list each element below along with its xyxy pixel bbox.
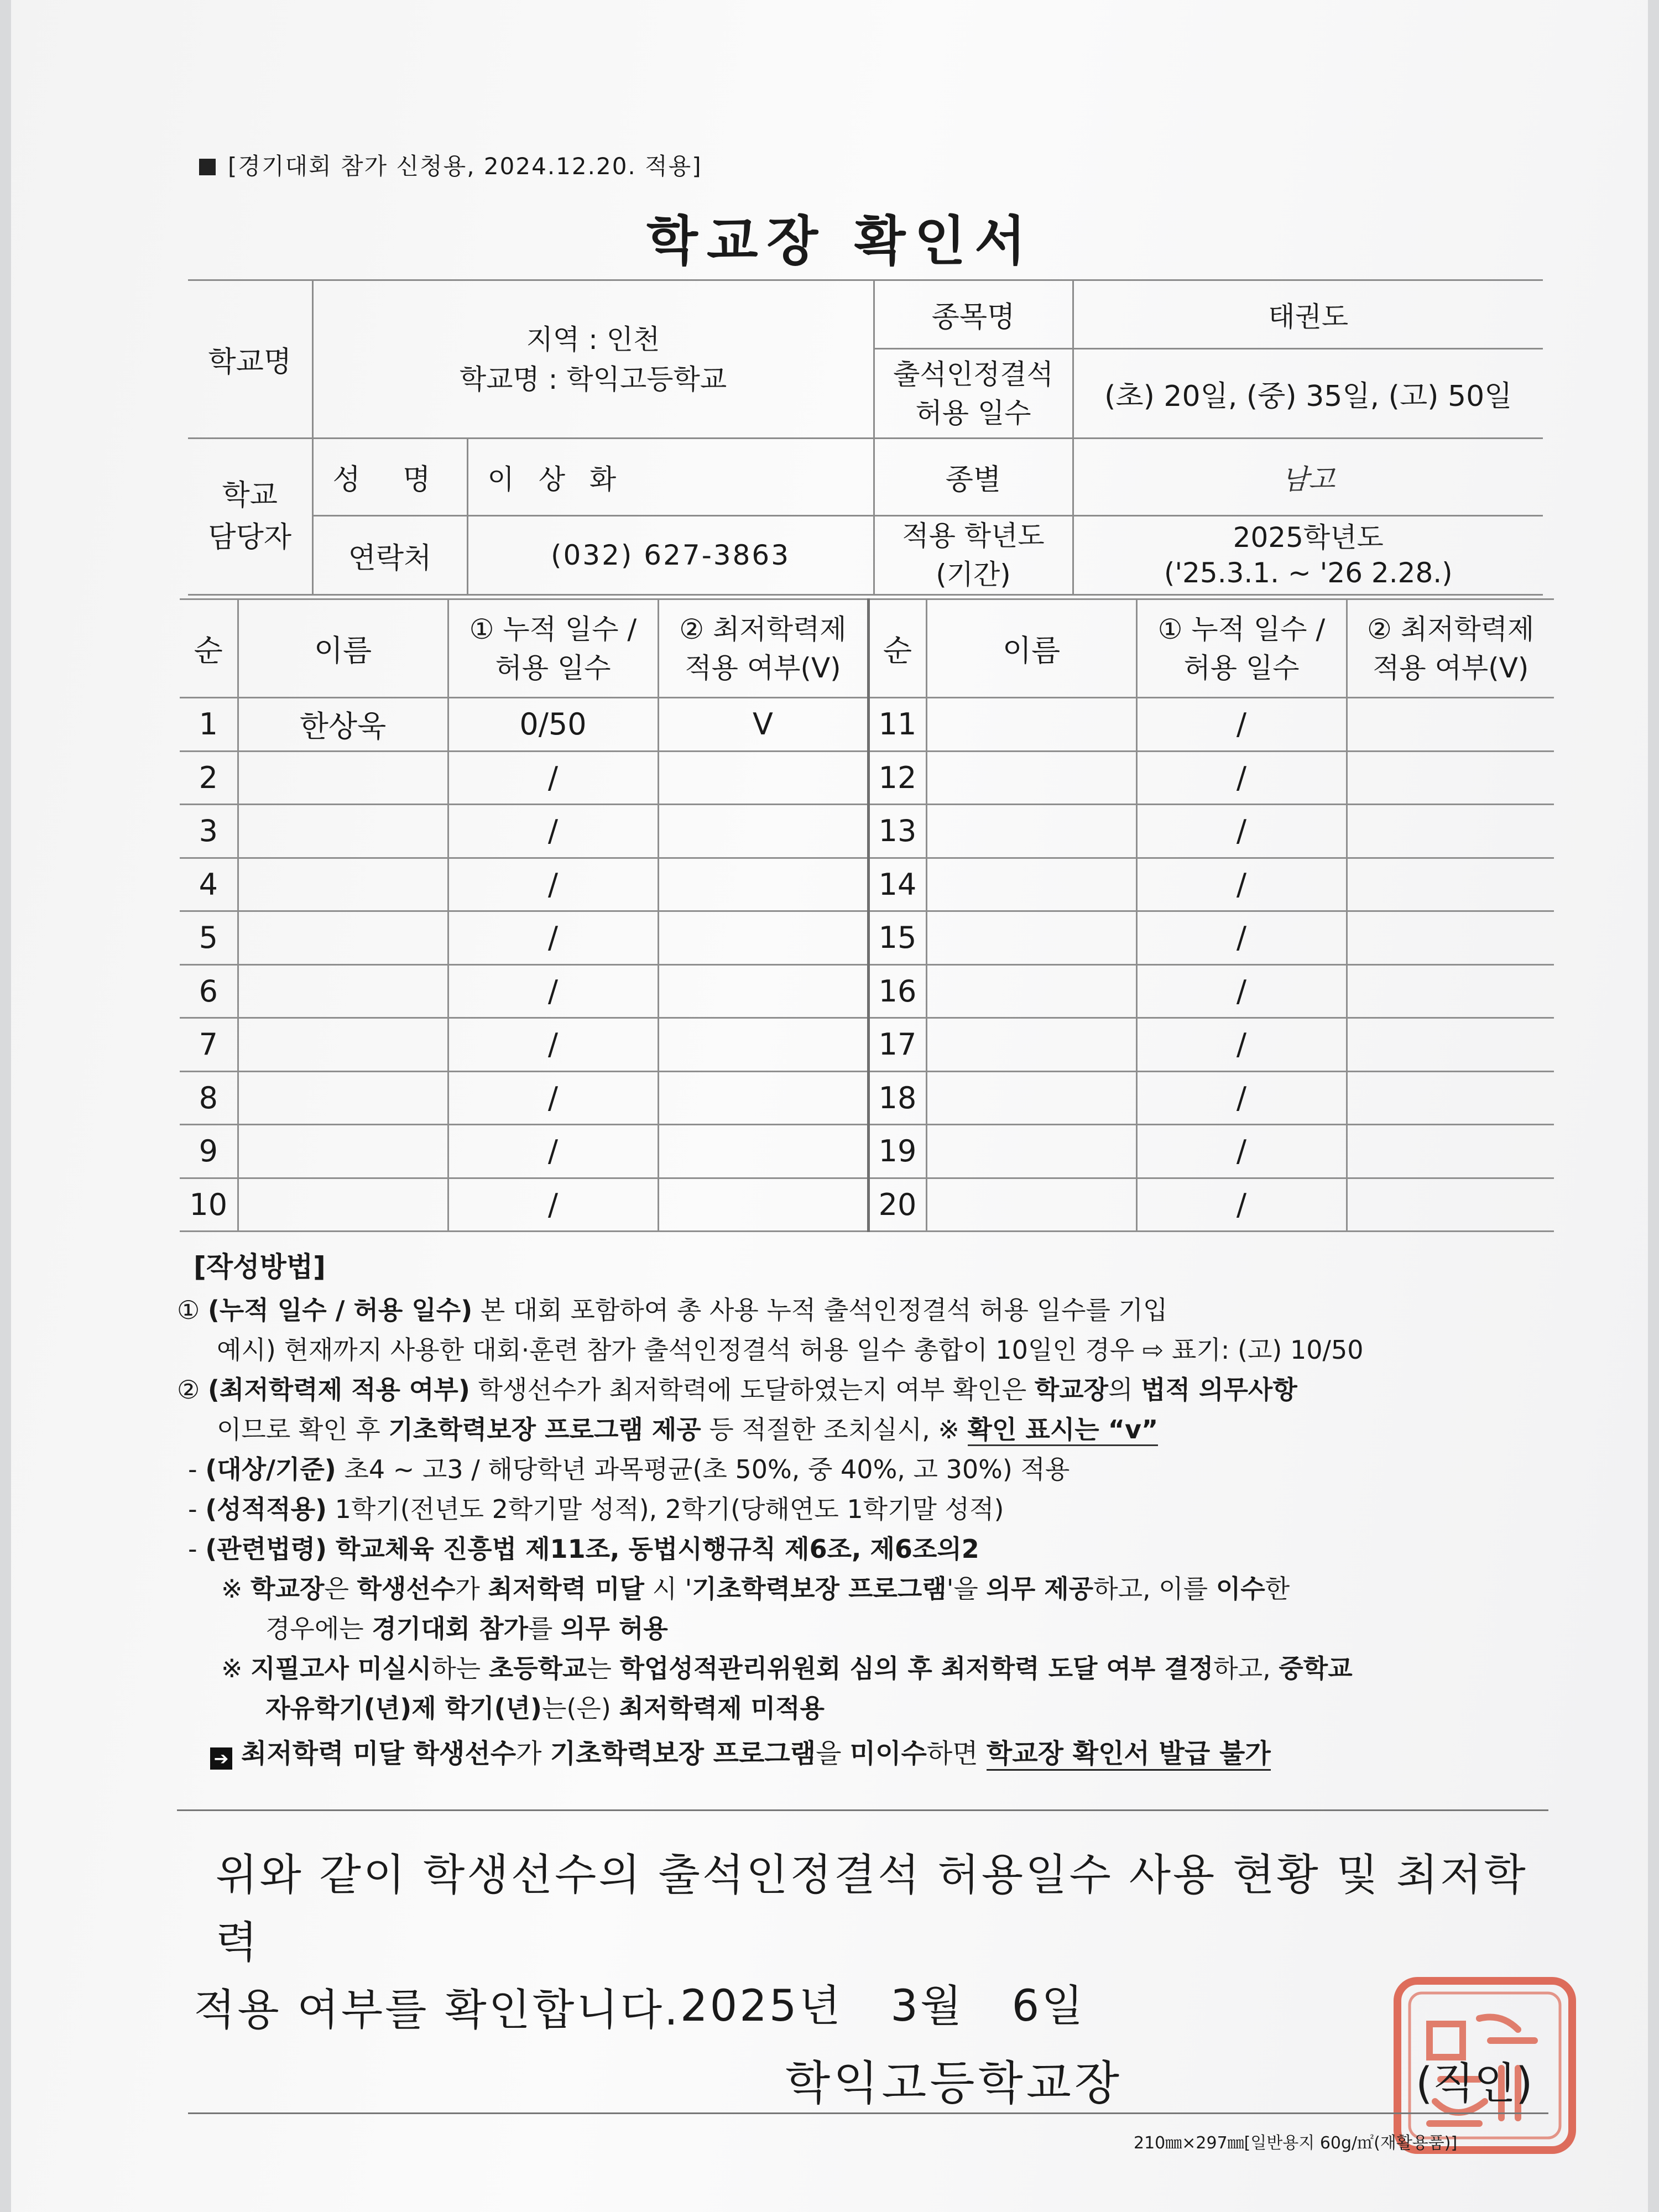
days-cell[interactable]: 0/50 [448, 698, 658, 752]
row-no: 6 [180, 964, 238, 1018]
note-grades: - (성적적용) 1학기(전년도 2학기말 성적), 2학기(당해연도 1학기말 성적) [188, 1494, 1004, 1524]
table-row [180, 964, 1554, 1018]
student-name[interactable] [926, 1018, 1136, 1072]
student-name[interactable] [926, 698, 1136, 752]
school-value: 지역 : 인천 학교명 : 학익고등학교 [312, 280, 874, 439]
student-name[interactable] [238, 1125, 448, 1178]
note-star-1-line2: 경우에는 경기대회 참가를 의무 허용 [265, 1614, 668, 1644]
arrow-box-icon: ➔ [210, 1747, 232, 1770]
note-star-2: ※ 지필고사 미실시하는 초등학교는 학업성적관리위원회 심의 후 최저학력 도달 여부 결정하고, 중학교 [221, 1653, 1353, 1683]
row-no: 3 [180, 805, 238, 858]
days-cell[interactable]: / [1136, 1071, 1347, 1125]
student-name[interactable] [926, 911, 1136, 965]
confirmation-text: 위와 같이 학생선수의 출석인정결석 허용일수 사용 현황 및 최저학력 적용 여부를 확인합니다. [194, 1850, 1528, 2035]
principal-name: 학익고등학교장 [785, 2056, 1123, 2110]
row-no: 16 [868, 964, 926, 1018]
min-standard-cell[interactable] [658, 1071, 868, 1125]
note-star-1: ※ 학교장은 학생선수가 최저학력 미달 시 '기초학력보장 프로그램'을 의무 제공하고, 이를 이수한 [221, 1574, 1290, 1604]
row-no: 2 [180, 751, 238, 805]
days-cell[interactable]: / [1136, 1178, 1347, 1232]
manager-name-value: 이 상 화 [467, 439, 874, 516]
note-2-line2: 이므로 확인 후 기초학력보장 프로그램 제공 등 적절한 조치실시, ※ 확인 표시는 “v” [177, 1410, 1559, 1449]
instructions [177, 1247, 1559, 1773]
row-no: 13 [868, 805, 926, 858]
min-standard-cell[interactable] [658, 911, 868, 965]
student-name[interactable] [238, 1071, 448, 1125]
sport-label: 종목명 [874, 280, 1073, 349]
days-cell[interactable]: / [448, 858, 658, 911]
table-row [180, 1071, 1554, 1125]
name-label: 성 명 [312, 439, 467, 516]
final-warning: ➔ 최저학력 미달 학생선수가 기초학력보장 프로그램을 미이수하면 학교장 확인서 발급 불가 [177, 1734, 1559, 1773]
days-cell[interactable]: / [1136, 751, 1347, 805]
note-2: ② (최저학력제 적용 여부) 학생선수가 최저학력에 도달하였는지 여부 확인은 학교장의 법적 의무사항 [177, 1375, 1297, 1405]
note-star-2-line2: 자유학기(년)제 학기(년)는(은) 최저학력제 미적용 [265, 1693, 825, 1723]
footer-rule [188, 2112, 1548, 2114]
header-no: 순 [180, 599, 238, 698]
student-name[interactable] [926, 1178, 1136, 1232]
year-value: 2025학년도 ('25.3.1. ~ '26 2.28.) [1073, 516, 1543, 595]
info-table [188, 279, 1543, 596]
days-cell[interactable]: / [1136, 858, 1347, 911]
days-cell[interactable]: / [448, 1178, 658, 1232]
days-cell[interactable]: / [448, 911, 658, 965]
header-name: 이름 [238, 599, 448, 698]
row-no: 1 [180, 698, 238, 752]
row-no: 17 [868, 1018, 926, 1072]
table-row [180, 1018, 1554, 1072]
days-cell[interactable]: / [448, 1125, 658, 1178]
student-name[interactable] [238, 1178, 448, 1232]
min-standard-cell[interactable] [1347, 698, 1554, 752]
days-cell[interactable]: / [1136, 1018, 1347, 1072]
row-no: 8 [180, 1071, 238, 1125]
table-row [180, 1178, 1554, 1232]
student-name[interactable] [238, 805, 448, 858]
days-cell[interactable]: / [1136, 805, 1347, 858]
student-name[interactable] [238, 751, 448, 805]
student-name[interactable] [238, 964, 448, 1018]
header-days: ① 누적 일수 / 허용 일수 [1136, 599, 1347, 698]
allow-days-label: 출석인정결석 허용 일수 [874, 349, 1073, 439]
sport-value: 태권도 [1073, 280, 1543, 349]
paper-spec: 210㎜×297㎜[일반용지 60g/㎡(재활용품)] [1134, 2133, 1458, 2153]
days-cell[interactable]: / [448, 1071, 658, 1125]
note-1-example: 예시) 현재까지 사용한 대회·훈련 참가 출석인정결석 허용 일수 총합이 10일인 경우 ⇨ 표기: (고) 10/50 [217, 1335, 1364, 1365]
table-row [180, 698, 1554, 752]
note-1: ① (누적 일수 / 허용 일수) 본 대회 포함하여 총 사용 누적 출석인정결석 허용 일수를 기입 [177, 1295, 1168, 1325]
gender-label: 종별 [874, 439, 1073, 516]
min-standard-cell[interactable] [1347, 858, 1554, 911]
student-name[interactable] [926, 1071, 1136, 1125]
table-row [180, 751, 1554, 805]
table-row [180, 805, 1554, 858]
min-standard-cell[interactable] [658, 1125, 868, 1178]
table-row [180, 1125, 1554, 1178]
min-standard-cell[interactable] [1347, 911, 1554, 965]
row-no: 19 [868, 1125, 926, 1178]
year-label: 적용 학년도 (기간) [874, 516, 1073, 595]
student-list-table [180, 598, 1554, 1232]
note-law: - (관련법령) 학교체육 진흥법 제11조, 동법시행규칙 제6조, 제6조의2 [188, 1534, 979, 1564]
row-no: 10 [180, 1178, 238, 1232]
min-standard-cell[interactable] [658, 858, 868, 911]
student-name[interactable] [926, 1125, 1136, 1178]
row-no: 15 [868, 911, 926, 965]
allow-days-value: (초) 20일, (중) 35일, (고) 50일 [1073, 349, 1543, 439]
list-header-row [180, 599, 1554, 698]
row-no: 5 [180, 911, 238, 965]
gender-value: 남고 [1073, 439, 1543, 516]
contact-value: (032) 627-3863 [467, 516, 874, 595]
student-name[interactable] [926, 858, 1136, 911]
seal-label: (직인) [1416, 2059, 1533, 2109]
row-no: 11 [868, 698, 926, 752]
min-standard-cell[interactable] [1347, 964, 1554, 1018]
square-bullet-icon [199, 159, 216, 175]
row-no: 14 [868, 858, 926, 911]
days-cell[interactable]: / [448, 964, 658, 1018]
form-tag: [경기대회 참가 신청용, 2024.12.20. 적용] [199, 148, 702, 181]
min-standard-cell[interactable] [658, 751, 868, 805]
manager-label: 학교 담당자 [188, 439, 312, 595]
student-name[interactable] [926, 805, 1136, 858]
contact-label: 연락처 [312, 516, 467, 595]
row-no: 4 [180, 858, 238, 911]
row-no: 18 [868, 1071, 926, 1125]
days-cell[interactable]: / [1136, 911, 1347, 965]
days-cell[interactable]: / [448, 751, 658, 805]
row-no: 12 [868, 751, 926, 805]
school-label: 학교명 [188, 280, 312, 439]
student-name[interactable]: 한상욱 [238, 698, 448, 752]
min-standard-cell[interactable] [1347, 1018, 1554, 1072]
days-cell[interactable]: / [448, 805, 658, 858]
student-name[interactable] [238, 1018, 448, 1072]
days-cell[interactable]: / [448, 1018, 658, 1072]
divider [177, 1809, 1548, 1811]
student-name[interactable] [926, 751, 1136, 805]
days-cell[interactable]: / [1136, 964, 1347, 1018]
document-title: 학교장 확인서 [646, 210, 1035, 272]
row-no: 9 [180, 1125, 238, 1178]
min-standard-cell[interactable] [1347, 805, 1554, 858]
header-min: ② 최저학력제 적용 여부(V) [658, 599, 868, 698]
min-standard-cell[interactable] [1347, 1125, 1554, 1178]
header-name: 이름 [926, 599, 1136, 698]
issue-date: 2025년 3월 6일 [680, 1981, 1086, 2031]
instructions-title: [작성방법] [194, 1251, 326, 1283]
min-standard-cell[interactable]: V [658, 698, 868, 752]
min-standard-cell[interactable] [658, 1018, 868, 1072]
min-standard-cell[interactable] [1347, 1178, 1554, 1232]
row-no: 20 [868, 1178, 926, 1232]
student-name[interactable] [238, 911, 448, 965]
days-cell[interactable]: / [1136, 698, 1347, 752]
min-standard-cell[interactable] [658, 1178, 868, 1232]
student-name[interactable] [926, 964, 1136, 1018]
header-min: ② 최저학력제 적용 여부(V) [1347, 599, 1554, 698]
days-cell[interactable]: / [1136, 1125, 1347, 1178]
min-standard-cell[interactable] [658, 805, 868, 858]
table-row [180, 911, 1554, 965]
min-standard-cell[interactable] [1347, 751, 1554, 805]
table-row [180, 858, 1554, 911]
row-no: 7 [180, 1018, 238, 1072]
min-standard-cell[interactable] [1347, 1071, 1554, 1125]
paper [11, 0, 1648, 2212]
header-days: ① 누적 일수 / 허용 일수 [448, 599, 658, 698]
min-standard-cell[interactable] [658, 964, 868, 1018]
student-name[interactable] [238, 858, 448, 911]
header-no: 순 [868, 599, 926, 698]
note-target: - (대상/기준) 초4 ~ 고3 / 해당학년 과목평균(초 50%, 중 40%, 고 30%) 적용 [188, 1454, 1070, 1484]
